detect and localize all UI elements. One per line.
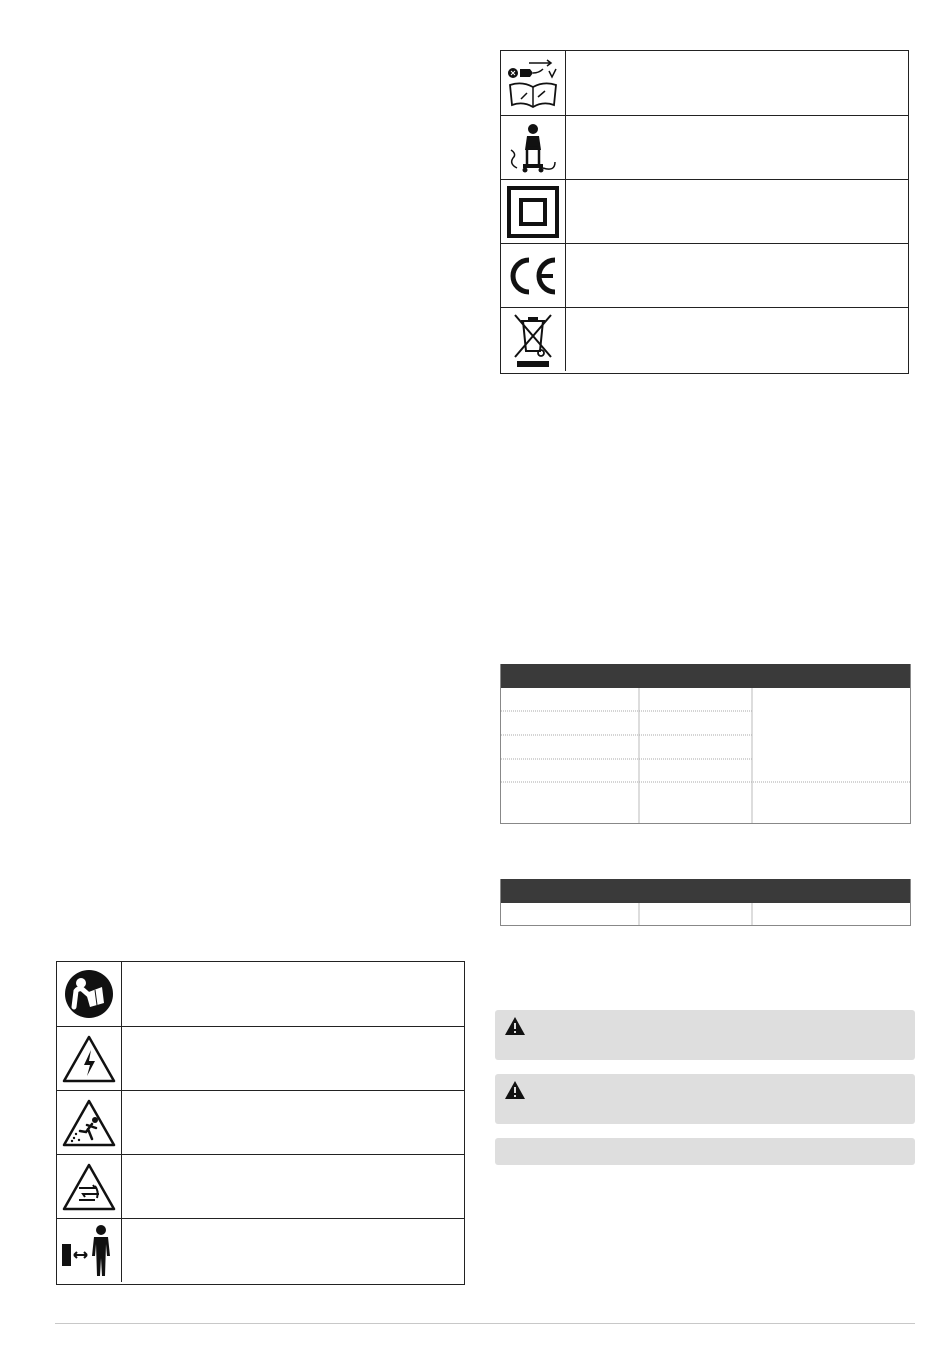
double-insulation-icon <box>501 180 566 243</box>
symbol-table-left <box>56 961 465 1285</box>
symbol-description <box>122 1091 464 1154</box>
symbol-description <box>122 962 464 1026</box>
footer-divider <box>55 1323 915 1324</box>
symbol-description <box>566 244 908 307</box>
warning-triangle-icon <box>504 1080 526 1105</box>
symbol-description <box>566 51 908 115</box>
table-header <box>501 664 910 688</box>
column-header <box>501 879 517 903</box>
spec-table-1 <box>500 664 911 824</box>
column-header <box>517 664 533 688</box>
notice-text <box>507 1138 915 1144</box>
info-notice <box>495 1138 915 1165</box>
symbol-description <box>566 116 908 179</box>
symbol-row <box>57 1218 464 1282</box>
symbol-description <box>122 1219 464 1282</box>
symbol-description <box>122 1155 464 1218</box>
spec-table-2 <box>500 879 911 926</box>
warning-notice <box>495 1074 915 1124</box>
table-grid <box>501 903 910 925</box>
column-header <box>501 664 517 688</box>
notice-text <box>535 1074 915 1082</box>
weee-bin-icon <box>501 308 566 371</box>
symbol-row <box>501 307 908 371</box>
table-header <box>501 879 910 903</box>
symbol-description <box>122 1027 464 1090</box>
operator-cable-icon <box>501 116 566 179</box>
electric-shock-warning-icon <box>57 1027 122 1090</box>
symbol-row <box>57 1154 464 1218</box>
symbol-row <box>57 1026 464 1090</box>
keep-distance-icon <box>57 1219 122 1282</box>
ce-mark-icon <box>501 244 566 307</box>
symbol-table-right <box>500 50 909 374</box>
symbol-row <box>57 962 464 1026</box>
symbol-row <box>501 115 908 179</box>
symbol-row <box>501 243 908 307</box>
warning-triangle-icon <box>504 1016 526 1041</box>
table-grid <box>501 688 910 823</box>
column-header <box>517 879 533 903</box>
unplug-before-maintenance-icon <box>501 51 566 115</box>
column-header <box>533 879 549 903</box>
thrown-objects-warning-icon <box>57 1091 122 1154</box>
read-manual-icon <box>57 962 122 1026</box>
symbol-row <box>501 179 908 243</box>
symbol-description <box>566 180 908 243</box>
rotating-blades-warning-icon <box>57 1155 122 1218</box>
column-header <box>533 664 549 688</box>
notice-text <box>535 1010 915 1018</box>
warning-notice <box>495 1010 915 1060</box>
symbol-row <box>501 51 908 115</box>
symbol-description <box>566 308 908 371</box>
symbol-row <box>57 1090 464 1154</box>
